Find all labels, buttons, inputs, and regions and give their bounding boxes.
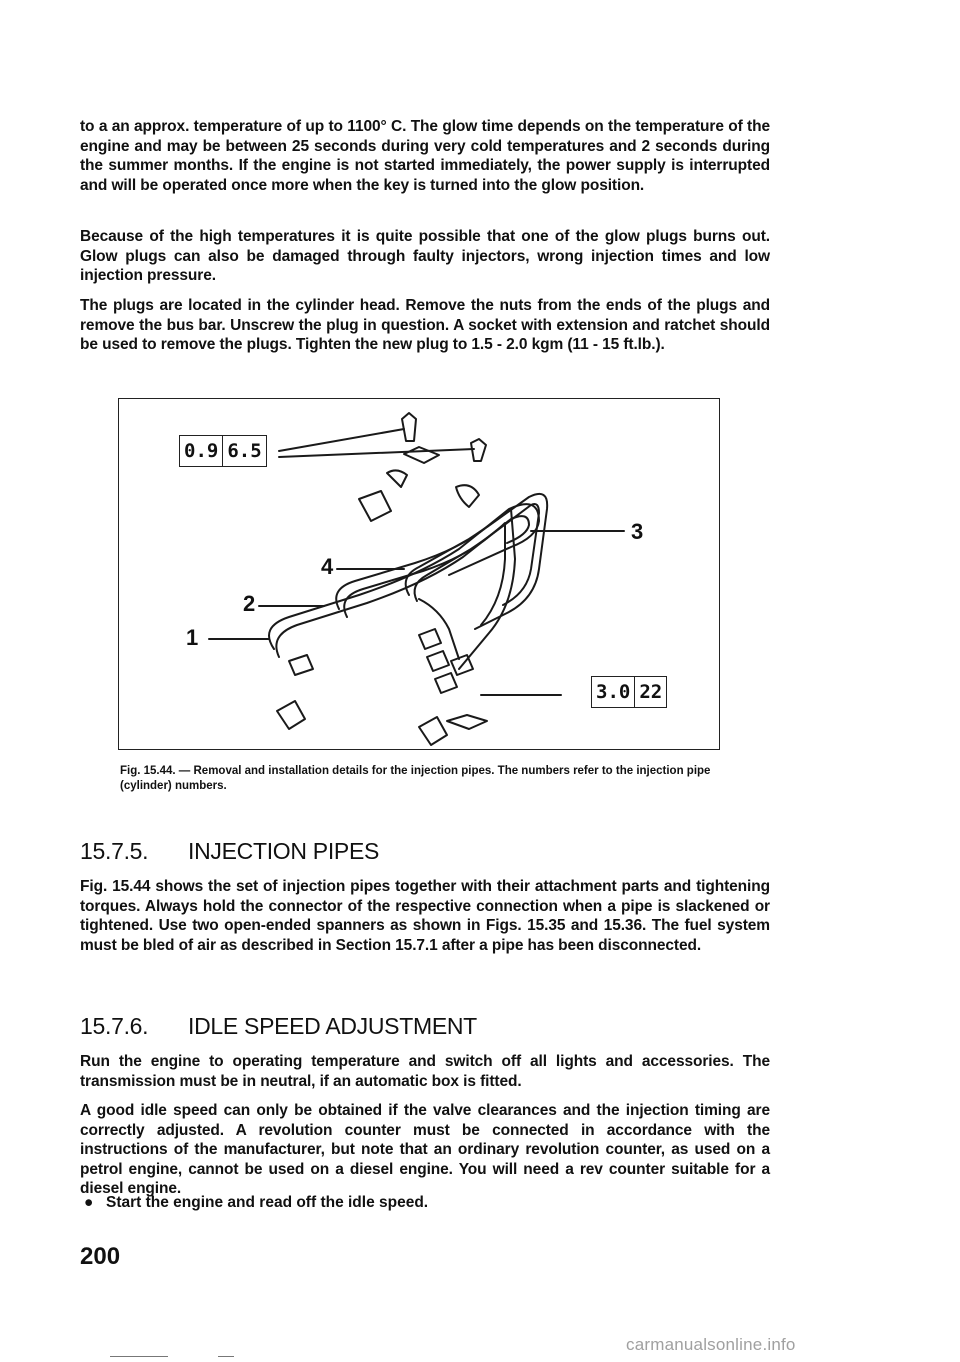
connector-nut-icon [419, 629, 441, 649]
torque-value-bottom [591, 676, 667, 708]
bullet-item [84, 1194, 428, 1212]
paragraph-idle-rev-counter: A good idle speed can only be obtained if the valve clearances and the injection timing are correctly adjusted. A revolution counter must be connected in accordance with the instructions of the manufacturer, but note that an ordinary revolution counter, as used on a petrol engine, cannot be used on a diesel engine. You will need a rev counter suitable for a diesel engine. [80, 1102, 770, 1197]
section-heading-idle-speed [80, 1013, 477, 1040]
injection-pipe-3 [406, 509, 515, 669]
bracket-icon [456, 485, 479, 507]
leader-line-top-1 [279, 429, 404, 451]
bolt-icon [402, 413, 416, 441]
torque-ftlb: 22 [634, 677, 666, 707]
clip-icon [277, 701, 305, 729]
paragraph-plug-removal: The plugs are located in the cylinder head. Remove the nuts from the ends of the plugs and remove the bus bar. Unscrew the plug in question. A socket with extension and ratchet should be used to remove the plugs. Tighten the new plug to 1.5 - 2.0 kgm (11 - 15 ft.lb.). [80, 297, 770, 353]
injection-pipes-figure [118, 398, 720, 750]
callout-1: 1 [186, 625, 199, 650]
figure-caption: Fig. 15.44. — Removal and installation details for the injection pipes. The numbers refer to the injection pipe (cylinder) numbers. [120, 765, 711, 792]
bracket-icon [359, 491, 391, 521]
paragraph-glow-plug-burnout: Because of the high temperatures it is quite possible that one of the glow plugs burns out. Glow plugs can also be damaged through faulty injectors, wrong injection times and low injection pressure. [80, 228, 770, 284]
page-number: 200 [80, 1243, 121, 1270]
torque-value-top [179, 435, 267, 467]
paragraph-glow-time: to a an approx. temperature of up to 1100° C. The glow time depends on the temperature of the engine and may be between 25 seconds during very cold temperatures and 2 seconds during the summer months. If the engine is not started immediately, the power supply is interrupted and will be operated once more when the key is turned into the glow position. [80, 118, 770, 194]
injection-pipe-3-inner [415, 523, 505, 625]
clip-icon [404, 447, 439, 463]
section-title: INJECTION PIPES [188, 838, 380, 864]
leader-line-top-2 [279, 449, 474, 457]
clip-icon [419, 717, 447, 745]
connector-nut-icon [427, 651, 449, 671]
connector-nut-icon [435, 673, 457, 693]
section-title: IDLE SPEED ADJUSTMENT [188, 1013, 477, 1039]
torque-kgm: 0.9 [184, 440, 219, 462]
footer-rule [110, 1356, 168, 1357]
watermark: carmanualsonline.info [626, 1335, 796, 1354]
paragraph-injection-pipes: Fig. 15.44 shows the set of injection pipes together with their attachment parts and tightening torques. Always hold the connector of the respective connection when a pipe is slackened or tightened. Use two open-ended spanners as shown in Figs. 15.35 and 15.36. The fuel system must be bled of air as described in Section 15.7.1 after a pipe has been disconnected. [80, 878, 770, 954]
footer-rule [218, 1356, 234, 1357]
section-heading-injection-pipes [80, 838, 379, 865]
torque-ftlb: 6.5 [222, 436, 265, 466]
bullet-dot-icon: ● [84, 1194, 94, 1211]
injection-pipe-1-inner [276, 516, 529, 657]
callout-2: 2 [243, 591, 256, 616]
paragraph-idle-operating: Run the engine to operating temperature and switch off all lights and accessories. The transmission must be in neutral, if an automatic box is fitted. [80, 1053, 770, 1090]
bullet-text: Start the engine and read off the idle speed. [106, 1194, 429, 1211]
section-number: 15.7.6. [80, 1013, 149, 1039]
clip-icon [447, 715, 487, 729]
clamp-icon [387, 470, 407, 487]
connector-nut-icon [289, 655, 313, 675]
callout-3: 3 [631, 519, 644, 544]
section-number: 15.7.5. [80, 838, 149, 864]
callout-4: 4 [321, 554, 334, 579]
torque-kgm: 3.0 [596, 681, 631, 703]
